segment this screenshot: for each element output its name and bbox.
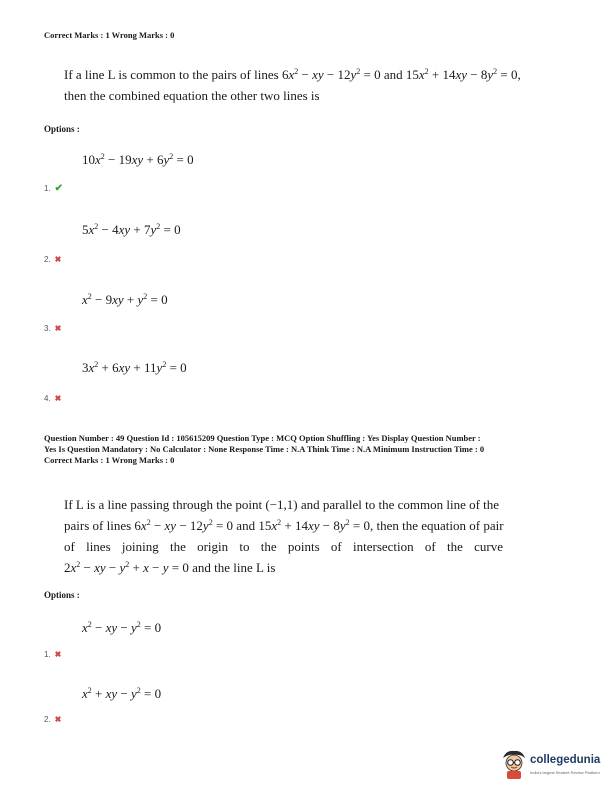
q48-option-1-marker: [44, 178, 63, 196]
q49-eq-pair1: $6x^2$ − xy − $12y^2 = 0$: [134, 518, 234, 533]
q49-meta-line1: Question Number : 49 Question Id : 105615209 Question Type : MCQ Option Shuffling : Yes Display Question Number :: [44, 433, 481, 443]
wrong-cross-icon: ✖: [54, 650, 62, 659]
q49-marks: Correct Marks : 1 Wrong Marks : 0: [44, 455, 175, 465]
q49-option-2-eq: $x^2$ + xy − $y^2 = 0$: [82, 686, 162, 701]
q48-option-2-eq: $5x^2 - 4xy + 7y^2 = 0$: [82, 222, 181, 237]
q49-question-text: [64, 494, 548, 578]
q49-option-1-eq: $x^2$ − xy − $y^2 = 0$: [82, 620, 162, 635]
q49-t4: and the line L is: [192, 560, 276, 575]
q48-option-4-marker: [44, 388, 61, 406]
q48-option-3-marker: [44, 318, 61, 336]
wrong-cross-icon: ✖: [54, 255, 62, 264]
q49-option-1-number: 1.: [44, 650, 51, 659]
wrong-cross-icon: ✖: [54, 394, 62, 403]
q49-option-2-number: 2.: [44, 715, 51, 724]
q48-option-1-eq: $10x^2 - 19xy + 6y^2 = 0$: [82, 152, 194, 167]
q49-t2a: pairs of lines: [64, 518, 132, 533]
q48-option-3-eq: $x^2 - 9xy + y^2 = 0$: [82, 292, 168, 307]
brand-name: collegedunia: [530, 754, 601, 766]
wrong-cross-icon: ✖: [54, 715, 62, 724]
q48-eq-pair2: $15x^2 + 14xy - 8y^2 = 0$,: [405, 67, 521, 82]
collegedunia-logo: [500, 748, 608, 784]
q48-option-2-marker: [44, 249, 61, 267]
q48-text-prefix: If a line L is common to the pairs of lines: [64, 67, 279, 82]
q48-option-1-number: 1.: [44, 184, 51, 193]
q48-option-4-eq: $3x^2 + 6xy + 11y^2 = 0$: [82, 360, 187, 375]
brand-tagline: India's largest Student Review Platform: [530, 770, 600, 775]
wrong-cross-icon: ✖: [54, 324, 62, 333]
q48-question-text: [64, 64, 564, 106]
q49-t3: of lines joining the origin to the points of intersection of the curve: [64, 539, 503, 554]
q49-options-label: Options :: [44, 590, 80, 600]
q48-text-line2: then the combined equation the other two lines is: [64, 88, 320, 103]
q48-option-4-number: 4.: [44, 394, 51, 403]
q48-options-label: Options :: [44, 124, 80, 134]
q49-t1: If L is a line passing through the point: [64, 497, 263, 512]
q49-option-1-marker: [44, 644, 61, 662]
q48-text-and: and: [383, 67, 403, 82]
q49-curve-eq: $2x^2$ − xy − $y^2 + x - y = 0$: [64, 560, 189, 575]
q49-meta-line2: Yes Is Question Mandatory : No Calculator : None Response Time : N.A Think Time : N.A Minimum Instruction Time : 0: [44, 444, 485, 454]
mascot-icon: [500, 748, 528, 780]
q49-t1b: and parallel to the common line of the: [300, 497, 500, 512]
q49-t2b: and: [236, 518, 256, 533]
q48-eq-pair1: $6x^2$ − xy − $12y^2 = 0$: [281, 67, 381, 82]
q49-option-2-marker: [44, 709, 61, 727]
q48-option-2-number: 2.: [44, 255, 51, 264]
q49-t2c: , then the equation of pair: [369, 518, 504, 533]
q48-option-3-number: 3.: [44, 324, 51, 333]
q48-marks: Correct Marks : 1 Wrong Marks : 0: [44, 30, 175, 40]
q49-eq-pair2: $15x^2 + 14xy - 8y^2 = 0$: [258, 518, 370, 533]
q49-point: (−1,1): [265, 497, 298, 512]
q49-meta: [44, 433, 584, 466]
correct-check-icon: ✔: [54, 183, 64, 194]
